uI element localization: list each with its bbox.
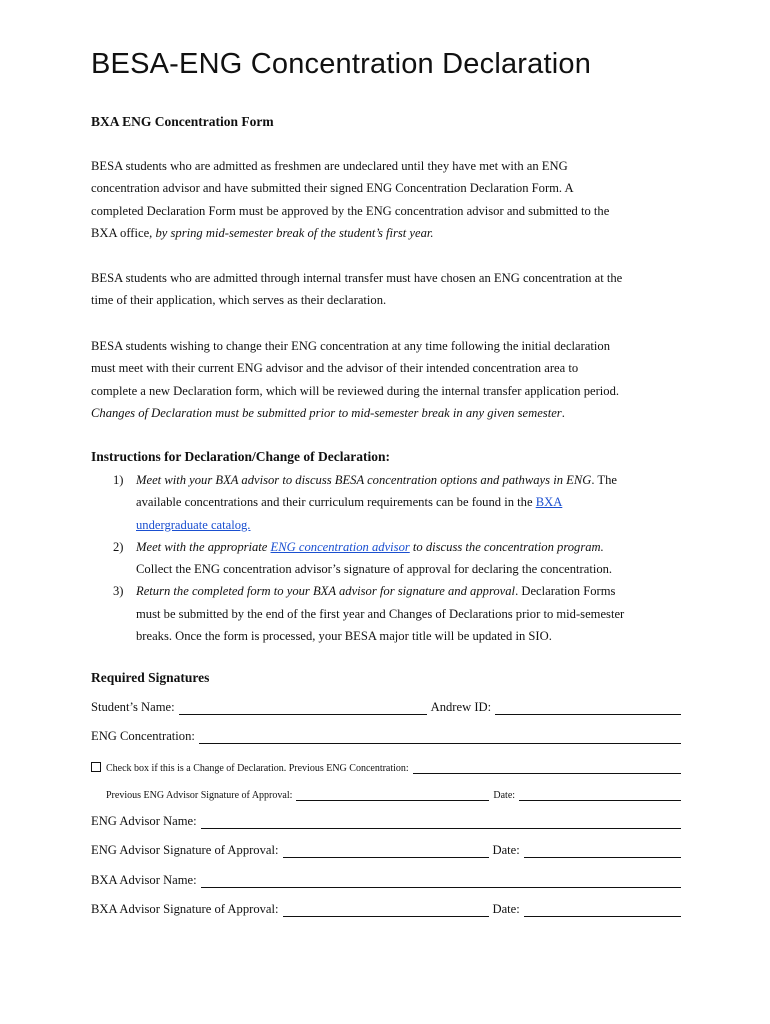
text-line: completed Declaration Form must be approved by the ENG concentration advisor and submitted to the	[91, 203, 610, 218]
previous-advisor-row	[91, 787, 681, 801]
text-span: to discuss the concentration program.	[409, 539, 604, 554]
student-name-label: Student’s Name:	[91, 700, 175, 714]
text-line	[136, 514, 681, 536]
text-line	[136, 580, 681, 602]
text-span: Meet with your BXA advisor to discuss BESA concentration options and pathways in ENG	[136, 473, 592, 487]
bxa-advisor-date-field[interactable]	[524, 903, 681, 917]
text-span: Return the completed form to your BXA advisor for signature and approval	[136, 584, 516, 599]
date-label: Date:	[493, 790, 516, 801]
eng-advisor-signature-row	[91, 843, 681, 858]
eng-advisor-signature-field[interactable]	[283, 844, 489, 858]
instructions-list	[91, 469, 681, 647]
text-line: BESA students wishing to change their ENG concentration at any time following the initial declaration	[91, 339, 611, 353]
text-span: available concentrations and their curriculum requirements can be found in the	[136, 495, 536, 510]
text-line	[91, 402, 681, 424]
andrew-id-label: Andrew ID:	[430, 700, 492, 714]
text-line: must be submitted by the end of the first year and Changes of Declarations prior to mid-semester	[136, 606, 625, 621]
instructions-heading: Instructions for Declaration/Change of Declaration:	[91, 449, 390, 464]
deadline-text: Changes of Declaration must be submitted prior to mid-semester break in any given semester	[91, 405, 562, 420]
paragraph-freshmen	[91, 155, 681, 244]
text-line	[136, 469, 681, 491]
text-line	[136, 491, 681, 513]
eng-concentration-label: ENG Concentration:	[91, 729, 195, 743]
eng-advisor-name-label: ENG Advisor Name:	[91, 814, 197, 828]
previous-advisor-signature-field[interactable]	[296, 787, 489, 801]
instruction-item	[91, 580, 681, 647]
text-line	[91, 222, 681, 244]
text-span: BXA office,	[91, 225, 156, 240]
eng-advisor-name-row	[91, 814, 681, 829]
bxa-advisor-signature-label: BXA Advisor Signature of Approval:	[91, 902, 279, 916]
item-number: 2)	[113, 539, 124, 554]
text-span: .	[561, 405, 565, 420]
text-span: . The	[591, 473, 617, 487]
text-line	[136, 536, 681, 558]
bxa-advisor-name-label: BXA Advisor Name:	[91, 873, 197, 887]
student-row	[91, 700, 681, 715]
form-heading: BXA ENG Concentration Form	[91, 114, 274, 129]
instruction-item	[91, 469, 681, 536]
item-number: 1)	[113, 473, 124, 487]
eng-advisor-name-field[interactable]	[201, 815, 681, 829]
bxa-catalog-link-cont[interactable]: undergraduate catalog.	[136, 517, 251, 532]
bxa-advisor-signature-row	[91, 902, 681, 917]
text-line: concentration advisor and have submitted their signed ENG Concentration Declaration Form. A	[91, 181, 574, 196]
andrew-id-field[interactable]	[495, 701, 681, 715]
previous-advisor-date-field[interactable]	[519, 787, 681, 801]
change-declaration-checkbox[interactable]	[91, 762, 101, 772]
eng-advisor-link[interactable]: ENG concentration advisor	[270, 539, 410, 554]
bxa-advisor-signature-field[interactable]	[283, 903, 489, 917]
text-line: BESA students who are admitted as freshmen are undeclared until they have met with an ENG	[91, 159, 568, 173]
bxa-catalog-link[interactable]: BXA	[535, 495, 563, 510]
item-number: 3)	[113, 584, 124, 599]
deadline-text: by spring mid-semester break of the student’s first year.	[155, 225, 434, 240]
text-span: . Declaration Forms	[515, 584, 616, 599]
eng-advisor-date-field[interactable]	[524, 844, 681, 858]
eng-advisor-signature-label: ENG Advisor Signature of Approval:	[91, 843, 279, 857]
text-line: BESA students who are admitted through internal transfer must have chosen an ENG concentration at the	[91, 271, 623, 285]
text-line: breaks. Once the form is processed, your BESA major title will be updated in SIO.	[136, 629, 552, 644]
bxa-advisor-name-field[interactable]	[201, 874, 681, 888]
eng-concentration-row	[91, 729, 681, 744]
text-span: Meet with the appropriate	[136, 539, 271, 554]
page-title: BESA-ENG Concentration Declaration	[91, 48, 592, 80]
date-label: Date:	[492, 843, 520, 857]
paragraph-change-concentration	[91, 335, 681, 424]
student-name-field[interactable]	[179, 701, 427, 715]
change-declaration-label: Check box if this is a Change of Declaration. Previous ENG Concentration:	[106, 763, 409, 774]
previous-concentration-field[interactable]	[413, 760, 681, 774]
paragraph-internal-transfer	[91, 267, 681, 312]
text-line: complete a new Declaration form, which will be reviewed during the internal transfer application period.	[91, 383, 620, 398]
previous-advisor-signature-label: Previous ENG Advisor Signature of Approval:	[106, 790, 293, 801]
signatures-heading: Required Signatures	[91, 670, 210, 685]
text-line: Collect the ENG concentration advisor’s signature of approval for declaring the concentration.	[136, 562, 613, 577]
text-line: time of their application, which serves as their declaration.	[91, 293, 387, 308]
date-label: Date:	[492, 902, 520, 916]
bxa-advisor-name-row	[91, 873, 681, 888]
instruction-item	[91, 536, 681, 581]
text-line: must meet with their current ENG advisor and the advisor of their intended concentration area to	[91, 361, 579, 376]
change-declaration-row	[91, 760, 681, 774]
eng-concentration-field[interactable]	[199, 730, 681, 744]
